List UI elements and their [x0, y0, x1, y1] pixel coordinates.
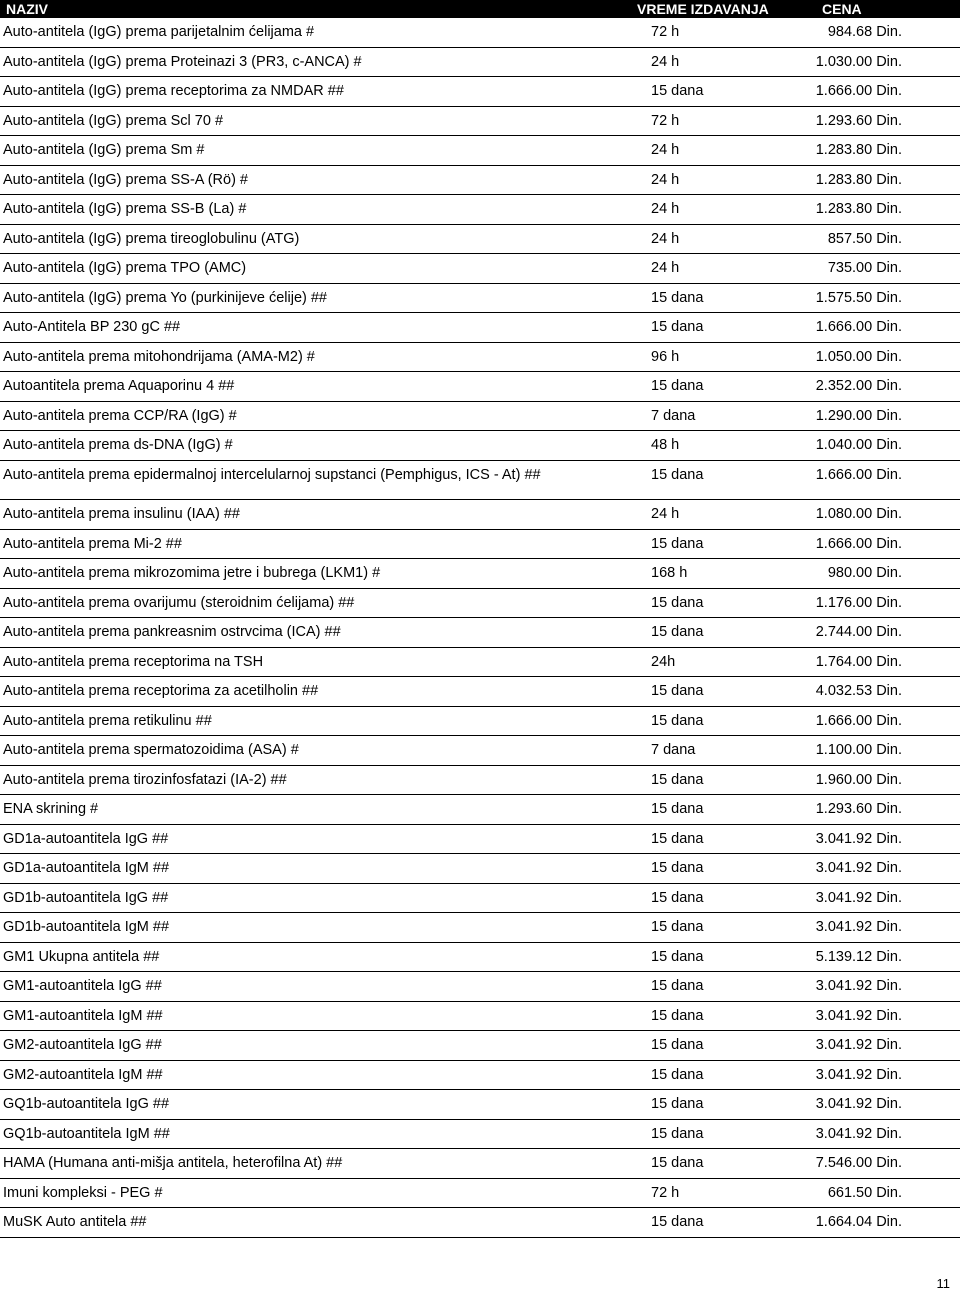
cell-time: 15 dana — [651, 289, 704, 306]
cell-name: Auto-antitela prema spermatozoidima (ASA) # — [3, 742, 299, 758]
cell-price: 1.575.50 Din. — [815, 289, 902, 306]
cell-name: GD1b-autoantitela IgG ## — [3, 889, 169, 906]
cell-price: 1.283.80 Din. — [815, 201, 902, 217]
table-row — [0, 107, 960, 137]
cell-time: 48 h — [651, 437, 680, 453]
cell-price: 3.041.92 Din. — [815, 830, 902, 847]
cell-price: 1.040.00 Din. — [815, 437, 902, 453]
table-row — [0, 618, 960, 648]
cell-time: 15 dana — [651, 683, 704, 699]
cell-price: 1.176.00 Din. — [815, 594, 902, 611]
cell-name: GD1b-autoantitela IgM ## — [3, 919, 170, 935]
cell-price: 7.546.00 Din. — [815, 1155, 902, 1171]
cell-price: 1.664.04 Din. — [815, 1214, 902, 1230]
price-table-body — [0, 18, 960, 1238]
table-row — [0, 1208, 960, 1238]
cell-time: 15 dana — [651, 919, 704, 935]
cell-name: GM2-autoantitela IgM ## — [3, 1066, 163, 1083]
cell-price: 1.960.00 Din. — [815, 771, 902, 788]
cell-time: 24 h — [651, 260, 680, 276]
cell-name: Auto-antitela (IgG) prema parijetalnim ćelijama # — [3, 24, 315, 40]
table-row — [0, 48, 960, 78]
cell-name: Auto-antitela prema mikrozomima jetre i bubrega (LKM1) # — [3, 565, 381, 581]
table-row — [0, 943, 960, 973]
table-row — [0, 913, 960, 943]
table-row — [0, 1149, 960, 1179]
cell-time: 15 dana — [651, 624, 704, 640]
cell-time: 7 dana — [651, 407, 696, 424]
cell-time: 72 h — [651, 112, 680, 129]
cell-price: 980.00 Din. — [827, 565, 902, 581]
cell-time: 15 dana — [651, 889, 704, 906]
cell-name: Auto-antitela prema receptorima za acetilholin ## — [3, 683, 319, 699]
cell-price: 4.032.53 Din. — [815, 683, 902, 699]
cell-price: 1.666.00 Din. — [815, 712, 902, 729]
cell-name: MuSK Auto antitela ## — [3, 1214, 147, 1230]
cell-time: 15 dana — [651, 466, 704, 483]
cell-name: Imuni kompleksi - PEG # — [3, 1184, 163, 1201]
cell-price: 1.100.00 Din. — [815, 742, 902, 758]
cell-time: 15 dana — [651, 712, 704, 729]
table-row — [0, 431, 960, 461]
cell-time: 24 h — [651, 201, 680, 217]
table-row — [0, 589, 960, 619]
table-row — [0, 766, 960, 796]
page-number: 11 — [936, 1276, 950, 1291]
cell-time: 24 h — [651, 506, 680, 522]
cell-name: HAMA (Humana anti-mišja antitela, heterofilna At) ## — [3, 1155, 343, 1171]
cell-time: 15 dana — [651, 801, 704, 817]
cell-time: 72 h — [651, 1184, 680, 1201]
cell-price: 1.293.60 Din. — [815, 801, 902, 817]
cell-name: Auto-antitela prema Mi-2 ## — [3, 535, 182, 552]
cell-price: 735.00 Din. — [827, 260, 902, 276]
column-header-price: CENA — [822, 1, 862, 17]
cell-name: GM2-autoantitela IgG ## — [3, 1037, 162, 1053]
cell-price: 3.041.92 Din. — [815, 1066, 902, 1083]
table-row — [0, 18, 960, 48]
cell-price: 3.041.92 Din. — [815, 1125, 902, 1142]
cell-name: Auto-antitela prema ovarijumu (steroidnim ćelijama) ## — [3, 594, 355, 611]
cell-name: Auto-antitela prema tirozinfosfatazi (IA-2) ## — [3, 771, 287, 788]
table-row — [0, 707, 960, 737]
cell-price: 2.352.00 Din. — [815, 378, 902, 394]
cell-name: Auto-antitela (IgG) prema Proteinazi 3 (PR3, c-ANCA) # — [3, 53, 362, 70]
cell-name: GM1-autoantitela IgG ## — [3, 978, 162, 994]
table-row — [0, 972, 960, 1002]
cell-name: GD1a-autoantitela IgG ## — [3, 830, 169, 847]
cell-price: 661.50 Din. — [827, 1184, 902, 1201]
cell-price: 1.293.60 Din. — [815, 112, 902, 129]
table-row — [0, 736, 960, 766]
cell-name: GQ1b-autoantitela IgG ## — [3, 1096, 170, 1112]
cell-time: 15 dana — [651, 319, 704, 335]
table-row — [0, 884, 960, 914]
cell-price: 3.041.92 Din. — [815, 889, 902, 906]
cell-name: GD1a-autoantitela IgM ## — [3, 860, 170, 876]
cell-time: 15 dana — [651, 860, 704, 876]
cell-time: 24 h — [651, 171, 680, 188]
cell-time: 24 h — [651, 230, 680, 247]
cell-time: 15 dana — [651, 83, 704, 99]
cell-price: 1.666.00 Din. — [815, 535, 902, 552]
cell-name: Auto-antitela prema CCP/RA (IgG) # — [3, 407, 237, 424]
cell-name: Auto-antitela (IgG) prema SS-A (Rö) # — [3, 171, 248, 188]
cell-price: 1.764.00 Din. — [815, 653, 902, 670]
cell-name: Auto-Antitela BP 230 gC ## — [3, 319, 181, 335]
cell-time: 24 h — [651, 142, 680, 158]
cell-price: 1.030.00 Din. — [815, 53, 902, 70]
cell-time: 15 dana — [651, 830, 704, 847]
cell-time: 168 h — [651, 565, 688, 581]
cell-time: 24h — [651, 653, 676, 670]
cell-time: 15 dana — [651, 1155, 704, 1171]
cell-price: 1.050.00 Din. — [815, 348, 902, 365]
cell-time: 72 h — [651, 24, 680, 40]
cell-name: ENA skrining # — [3, 801, 99, 817]
cell-time: 15 dana — [651, 535, 704, 552]
table-row — [0, 795, 960, 825]
cell-time: 15 dana — [651, 1096, 704, 1112]
table-row — [0, 1031, 960, 1061]
cell-time: 15 dana — [651, 594, 704, 611]
cell-price: 3.041.92 Din. — [815, 919, 902, 935]
cell-price: 1.666.00 Din. — [815, 83, 902, 99]
cell-price: 3.041.92 Din. — [815, 1037, 902, 1053]
table-row — [0, 402, 960, 432]
cell-time: 15 dana — [651, 978, 704, 994]
table-row — [0, 313, 960, 343]
cell-price: 3.041.92 Din. — [815, 1096, 902, 1112]
cell-name: Auto-antitela prema epidermalnoj intercelularnoj supstanci (Pemphigus, ICS - At) ## — [3, 466, 541, 483]
cell-name: Auto-antitela prema ds-DNA (IgG) # — [3, 437, 233, 453]
cell-price: 2.744.00 Din. — [815, 624, 902, 640]
cell-time: 15 dana — [651, 1037, 704, 1053]
cell-name: Auto-antitela (IgG) prema Sm # — [3, 142, 205, 158]
cell-price: 3.041.92 Din. — [815, 978, 902, 994]
table-row — [0, 648, 960, 678]
cell-price: 984.68 Din. — [827, 24, 902, 40]
cell-name: Auto-antitela (IgG) prema Scl 70 # — [3, 112, 224, 129]
table-row — [0, 254, 960, 284]
cell-name: GM1-autoantitela IgM ## — [3, 1007, 163, 1024]
cell-time: 96 h — [651, 348, 680, 365]
cell-name: Auto-antitela prema mitohondrijama (AMA-M2) # — [3, 348, 315, 365]
cell-price: 1.283.80 Din. — [815, 171, 902, 188]
cell-time: 15 dana — [651, 948, 704, 965]
cell-time: 15 dana — [651, 1125, 704, 1142]
cell-name: Auto-antitela (IgG) prema receptorima za NMDAR ## — [3, 83, 344, 99]
cell-price: 1.290.00 Din. — [815, 407, 902, 424]
table-row — [0, 77, 960, 107]
column-header-time: VREME IZDAVANJA — [637, 1, 769, 17]
cell-price: 5.139.12 Din. — [815, 948, 902, 965]
table-row — [0, 677, 960, 707]
cell-price: 1.080.00 Din. — [815, 506, 902, 522]
cell-name: GQ1b-autoantitela IgM ## — [3, 1125, 170, 1142]
table-row — [0, 1002, 960, 1032]
cell-price: 857.50 Din. — [827, 230, 902, 247]
cell-name: Auto-antitela prema pankreasnim ostrvcima (ICA) ## — [3, 624, 341, 640]
cell-time: 15 dana — [651, 378, 704, 394]
table-row — [0, 825, 960, 855]
cell-name: Auto-antitela (IgG) prema SS-B (La) # — [3, 201, 247, 217]
table-header — [0, 0, 960, 18]
cell-time: 15 dana — [651, 1007, 704, 1024]
cell-name: GM1 Ukupna antitela ## — [3, 948, 160, 965]
table-row — [0, 284, 960, 314]
cell-name: Auto-antitela prema receptorima na TSH — [3, 653, 264, 670]
cell-name: Autoantitela prema Aquaporinu 4 ## — [3, 378, 235, 394]
table-row — [0, 136, 960, 166]
cell-name: Auto-antitela prema insulinu (IAA) ## — [3, 506, 240, 522]
cell-price: 3.041.92 Din. — [815, 1007, 902, 1024]
cell-name: Auto-antitela prema retikulinu ## — [3, 712, 212, 729]
table-row — [0, 166, 960, 196]
cell-time: 24 h — [651, 53, 680, 70]
table-row — [0, 1120, 960, 1150]
table-row — [0, 530, 960, 560]
cell-time: 15 dana — [651, 1066, 704, 1083]
table-row — [0, 225, 960, 255]
table-row — [0, 343, 960, 373]
table-row — [0, 854, 960, 884]
cell-name: Auto-antitela (IgG) prema tireoglobulinu (ATG) — [3, 230, 300, 247]
cell-price: 1.283.80 Din. — [815, 142, 902, 158]
cell-time: 7 dana — [651, 742, 696, 758]
table-row — [0, 461, 960, 501]
cell-price: 1.666.00 Din. — [815, 466, 902, 483]
table-row — [0, 1179, 960, 1209]
cell-time: 15 dana — [651, 1214, 704, 1230]
cell-price: 1.666.00 Din. — [815, 319, 902, 335]
table-row — [0, 195, 960, 225]
table-row — [0, 1061, 960, 1091]
table-row — [0, 559, 960, 589]
table-row — [0, 1090, 960, 1120]
cell-name: Auto-antitela (IgG) prema TPO (AMC) — [3, 260, 247, 276]
cell-price: 3.041.92 Din. — [815, 860, 902, 876]
column-header-name: NAZIV — [6, 1, 48, 17]
table-row — [0, 500, 960, 530]
cell-name: Auto-antitela (IgG) prema Yo (purkinijeve ćelije) ## — [3, 289, 327, 306]
table-row — [0, 372, 960, 402]
cell-time: 15 dana — [651, 771, 704, 788]
